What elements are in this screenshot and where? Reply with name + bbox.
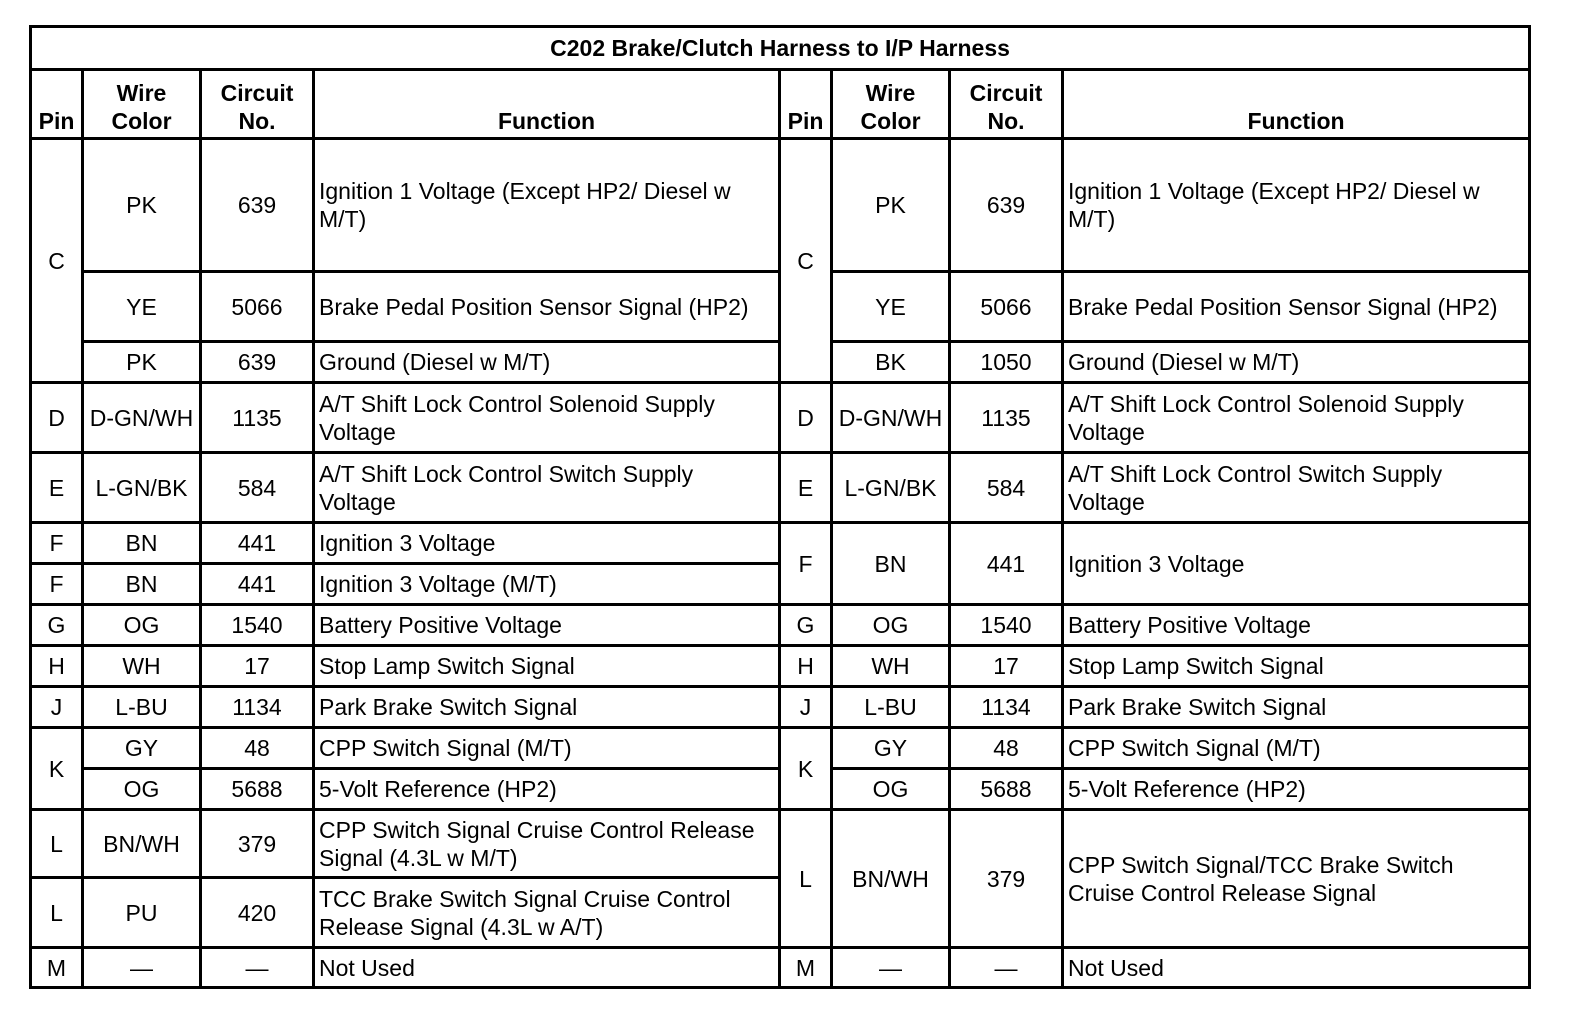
pin-cell: D [31, 383, 83, 453]
wire-color-cell: YE [832, 272, 950, 342]
header-function: Function [1063, 70, 1530, 139]
circuit-cell: 48 [950, 728, 1063, 769]
function-cell: A/T Shift Lock Control Switch Supply Voltage [314, 453, 780, 523]
wire-color-cell: YE [83, 272, 201, 342]
wire-color-cell: PU [83, 878, 201, 948]
header-circuit-no: Circuit No. [201, 70, 314, 139]
circuit-cell: 5688 [950, 769, 1063, 810]
circuit-cell: 441 [950, 523, 1063, 605]
pin-cell: G [31, 605, 83, 646]
wire-color-cell: L-BU [83, 687, 201, 728]
wire-color-cell: OG [832, 769, 950, 810]
function-cell: 5-Volt Reference (HP2) [1063, 769, 1530, 810]
function-cell: Park Brake Switch Signal [1063, 687, 1530, 728]
circuit-cell: 1540 [950, 605, 1063, 646]
pin-cell: J [31, 687, 83, 728]
function-cell: Ground (Diesel w M/T) [314, 342, 780, 383]
pin-cell: G [780, 605, 832, 646]
wire-color-cell: — [83, 948, 201, 988]
function-cell: Stop Lamp Switch Signal [1063, 646, 1530, 687]
circuit-cell: 17 [950, 646, 1063, 687]
table-row [31, 728, 1530, 769]
circuit-cell: — [950, 948, 1063, 988]
wire-color-cell: PK [83, 139, 201, 272]
circuit-cell: 1135 [950, 383, 1063, 453]
function-cell: Battery Positive Voltage [314, 605, 780, 646]
table-row [31, 139, 1530, 272]
circuit-cell: 420 [201, 878, 314, 948]
wire-color-cell: OG [832, 605, 950, 646]
wire-color-cell: BN [83, 523, 201, 564]
function-cell: Battery Positive Voltage [1063, 605, 1530, 646]
header-pin: Pin [31, 70, 83, 139]
function-cell: A/T Shift Lock Control Switch Supply Voltage [1063, 453, 1530, 523]
pin-cell: K [31, 728, 83, 810]
circuit-cell: 639 [201, 342, 314, 383]
pin-cell: F [31, 523, 83, 564]
wire-color-cell: D-GN/WH [83, 383, 201, 453]
pin-cell: H [31, 646, 83, 687]
pin-cell: M [780, 948, 832, 988]
function-cell: Brake Pedal Position Sensor Signal (HP2) [314, 272, 780, 342]
circuit-cell: 379 [201, 810, 314, 878]
header-wire-color: Wire Color [832, 70, 950, 139]
circuit-cell: 1050 [950, 342, 1063, 383]
function-cell: Ignition 1 Voltage (Except HP2/ Diesel w M/T) [314, 139, 780, 272]
wire-color-cell: D-GN/WH [832, 383, 950, 453]
circuit-cell: 379 [950, 810, 1063, 948]
header-circuit-no: Circuit No. [950, 70, 1063, 139]
wire-color-cell: L-GN/BK [832, 453, 950, 523]
function-cell: CPP Switch Signal (M/T) [314, 728, 780, 769]
header-function: Function [314, 70, 780, 139]
wire-color-cell: OG [83, 769, 201, 810]
wire-color-cell: BN/WH [832, 810, 950, 948]
wire-color-cell: PK [83, 342, 201, 383]
header-wire-color: Wire Color [83, 70, 201, 139]
pin-cell: J [780, 687, 832, 728]
table-row [31, 605, 1530, 646]
circuit-cell: 441 [201, 523, 314, 564]
pin-cell: M [31, 948, 83, 988]
wire-color-cell: L-GN/BK [83, 453, 201, 523]
pin-cell: C [31, 139, 83, 383]
circuit-cell: 5066 [950, 272, 1063, 342]
circuit-cell: 5688 [201, 769, 314, 810]
wire-color-cell: L-BU [832, 687, 950, 728]
function-cell: Brake Pedal Position Sensor Signal (HP2) [1063, 272, 1530, 342]
circuit-cell: 1134 [201, 687, 314, 728]
circuit-cell: 584 [950, 453, 1063, 523]
circuit-cell: 1134 [950, 687, 1063, 728]
table-row [31, 523, 1530, 564]
wire-color-cell: GY [832, 728, 950, 769]
table-row [31, 687, 1530, 728]
table-title: C202 Brake/Clutch Harness to I/P Harness [31, 27, 1530, 70]
pin-cell: H [780, 646, 832, 687]
circuit-cell: 1540 [201, 605, 314, 646]
pin-cell: E [31, 453, 83, 523]
function-cell: Not Used [1063, 948, 1530, 988]
circuit-cell: 1135 [201, 383, 314, 453]
wire-color-cell: WH [832, 646, 950, 687]
function-cell: 5-Volt Reference (HP2) [314, 769, 780, 810]
pin-cell: C [780, 139, 832, 383]
pin-cell: L [780, 810, 832, 948]
circuit-cell: 639 [201, 139, 314, 272]
wire-color-cell: BN [83, 564, 201, 605]
pin-cell: F [31, 564, 83, 605]
function-cell: Not Used [314, 948, 780, 988]
pin-cell: K [780, 728, 832, 810]
circuit-cell: 5066 [201, 272, 314, 342]
connector-table [29, 25, 1531, 989]
wire-color-cell: BK [832, 342, 950, 383]
function-cell: Park Brake Switch Signal [314, 687, 780, 728]
function-cell: A/T Shift Lock Control Solenoid Supply Voltage [1063, 383, 1530, 453]
function-cell: TCC Brake Switch Signal Cruise Control Release Signal (4.3L w A/T) [314, 878, 780, 948]
circuit-cell: — [201, 948, 314, 988]
function-cell: Ignition 3 Voltage [1063, 523, 1530, 605]
table-row [31, 948, 1530, 988]
function-cell: A/T Shift Lock Control Solenoid Supply Voltage [314, 383, 780, 453]
pin-cell: L [31, 810, 83, 878]
function-cell: CPP Switch Signal Cruise Control Release Signal (4.3L w M/T) [314, 810, 780, 878]
table-row [31, 453, 1530, 523]
circuit-cell: 17 [201, 646, 314, 687]
function-cell: CPP Switch Signal (M/T) [1063, 728, 1530, 769]
function-cell: Ignition 3 Voltage (M/T) [314, 564, 780, 605]
circuit-cell: 639 [950, 139, 1063, 272]
wire-color-cell: GY [83, 728, 201, 769]
pin-cell: L [31, 878, 83, 948]
wire-color-cell: PK [832, 139, 950, 272]
table-row [31, 646, 1530, 687]
function-cell: CPP Switch Signal/TCC Brake Switch Cruise Control Release Signal [1063, 810, 1530, 948]
wire-color-cell: WH [83, 646, 201, 687]
pin-cell: F [780, 523, 832, 605]
circuit-cell: 48 [201, 728, 314, 769]
circuit-cell: 441 [201, 564, 314, 605]
header-pin: Pin [780, 70, 832, 139]
header-row [31, 70, 1530, 139]
circuit-cell: 584 [201, 453, 314, 523]
table-row [31, 383, 1530, 453]
function-cell: Stop Lamp Switch Signal [314, 646, 780, 687]
pin-cell: E [780, 453, 832, 523]
wire-color-cell: BN/WH [83, 810, 201, 878]
wire-color-cell: BN [832, 523, 950, 605]
function-cell: Ignition 1 Voltage (Except HP2/ Diesel w M/T) [1063, 139, 1530, 272]
pin-cell: D [780, 383, 832, 453]
wire-color-cell: OG [83, 605, 201, 646]
wire-color-cell: — [832, 948, 950, 988]
table-row [31, 810, 1530, 878]
function-cell: Ignition 3 Voltage [314, 523, 780, 564]
function-cell: Ground (Diesel w M/T) [1063, 342, 1530, 383]
